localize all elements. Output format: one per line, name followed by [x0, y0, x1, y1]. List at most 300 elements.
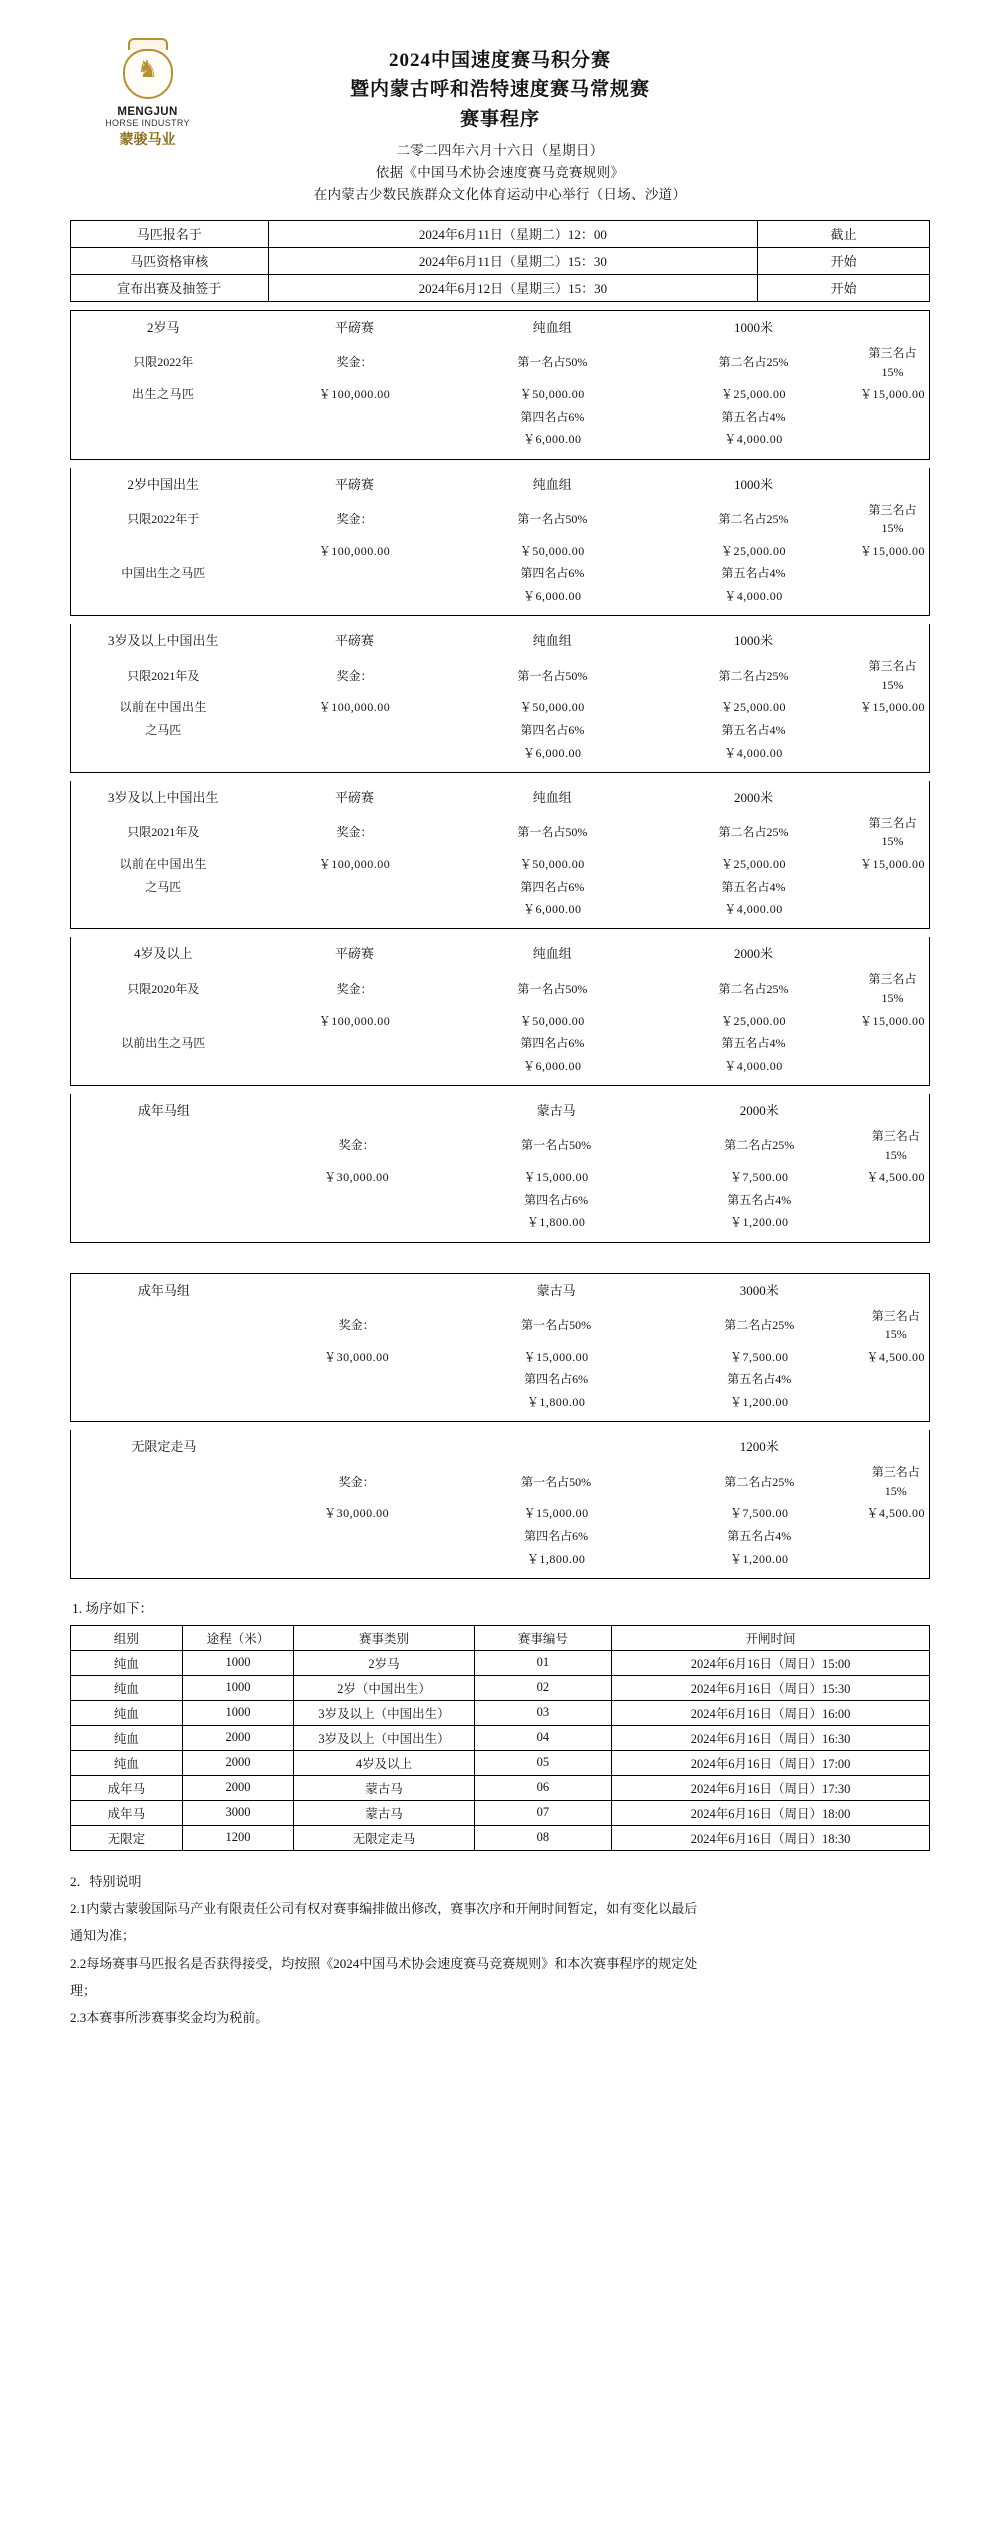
race-group: 纯血组	[532, 319, 572, 335]
prize-amount-1: ￥15,000.00	[523, 1506, 589, 1521]
prize-total: ￥100,000.00	[318, 1013, 391, 1028]
prize-amount-5: ￥4,000.00	[724, 745, 783, 760]
race-row	[71, 1461, 930, 1502]
race-eligibility: 只限2020年及	[127, 981, 200, 996]
cell-group: 纯血	[71, 1650, 183, 1675]
cell-race-no: 08	[474, 1825, 611, 1850]
prize-place-3: 第三名占15%	[871, 1465, 920, 1498]
deadline-status: 开始	[758, 274, 930, 301]
spacer-cell	[856, 876, 930, 899]
page-subtitle: 暨内蒙古呼和浩特速度赛马常规赛	[349, 79, 650, 101]
cell-distance: 1000	[182, 1675, 294, 1700]
race-block	[70, 310, 930, 460]
prize-amount-1: ￥15,000.00	[523, 1349, 589, 1364]
prize-place-3: 第三名占15%	[871, 1308, 920, 1342]
prize-total: ￥100,000.00	[318, 700, 391, 715]
prize-place-2: 第二名占25%	[724, 1474, 795, 1489]
race-block	[70, 1094, 930, 1243]
prize-place-3: 第三名占15%	[868, 502, 917, 536]
prize-place-2: 第二名占25%	[724, 1317, 795, 1332]
cell-start-time: 2024年6月16日（周日）17:00	[612, 1750, 930, 1775]
race-block	[70, 468, 930, 617]
race-block-head	[71, 468, 930, 499]
prize-place-5: 第五名占4%	[721, 409, 786, 424]
prize-amount-1: ￥50,000.00	[519, 387, 585, 402]
cell-race-no: 04	[474, 1725, 611, 1750]
prize-amount-5: ￥1,200.00	[729, 1395, 789, 1410]
race-eligibility	[71, 1211, 257, 1234]
race-eligibility: 以前在中国出生	[119, 857, 207, 872]
cell-start-time: 2024年6月16日（周日）15:30	[612, 1675, 930, 1700]
prize-place-2: 第二名占25%	[724, 1138, 795, 1153]
prize-amount-1: ￥15,000.00	[523, 1170, 589, 1185]
event-date: 二零二四年六月十六日（星期日）	[396, 143, 604, 159]
spacer-cell	[856, 428, 930, 451]
race-eligibility: 出生之马匹	[131, 387, 195, 402]
cell-race-no: 05	[474, 1750, 611, 1775]
cell-race-no: 06	[474, 1775, 611, 1800]
spacer-cell	[255, 719, 453, 742]
column-header-group: 组别	[71, 1625, 183, 1650]
table-row	[71, 1775, 930, 1800]
race-type: 平磅赛	[335, 789, 375, 805]
cell-distance: 1000	[182, 1700, 294, 1725]
race-row	[71, 1032, 930, 1055]
race-group: 纯血组	[532, 946, 572, 962]
race-type: 平磅赛	[335, 633, 375, 649]
deadline-label: 马匹资格审核	[71, 247, 269, 274]
spacer-cell	[257, 1391, 457, 1414]
prize-place-4: 第四名占6%	[520, 723, 585, 738]
table-header-row	[71, 1625, 930, 1650]
race-eligibility	[71, 428, 256, 451]
deadline-value: 2024年6月11日（星期二）12：00	[268, 220, 758, 247]
race-row	[71, 1346, 930, 1369]
race-block-head	[71, 1094, 930, 1125]
cell-start-time: 2024年6月16日（周日）18:30	[612, 1825, 930, 1850]
spacer-cell	[255, 562, 453, 585]
race-row	[71, 1010, 930, 1033]
race-eligibility: 以前在中国出生	[119, 700, 207, 715]
prize-amount-4: ￥6,000.00	[523, 1058, 582, 1073]
cell-distance: 1000	[182, 1650, 294, 1675]
spacer-cell	[257, 1189, 457, 1212]
race-eligibility	[71, 1548, 257, 1571]
notes-title: 2．特别说明	[70, 1873, 142, 1889]
prize-amount-2: ￥7,500.00	[729, 1506, 789, 1521]
race-block	[70, 1430, 930, 1579]
deadline-table	[70, 220, 930, 302]
block-spacer	[71, 921, 930, 929]
spacer-cell	[856, 1032, 930, 1055]
race-category: 3岁及以上中国出生	[107, 633, 219, 649]
race-category: 2岁中国出生	[127, 476, 199, 492]
schedule-table	[70, 1625, 930, 1851]
event-rules: 依据《中国马术协会速度赛马竞赛规则》	[375, 165, 625, 181]
prize-place-2: 第二名占25%	[718, 981, 789, 996]
cell-category: 2岁马	[294, 1650, 474, 1675]
spacer-cell	[257, 1525, 457, 1548]
table-row	[71, 1725, 930, 1750]
cell-group: 纯血	[71, 1725, 183, 1750]
cell-start-time: 2024年6月16日（周日）16:30	[612, 1725, 930, 1750]
race-row	[71, 406, 930, 429]
prize-amount-5: ￥4,000.00	[724, 1058, 783, 1073]
race-type: 平磅赛	[335, 946, 375, 962]
table-row	[71, 247, 930, 274]
race-eligibility	[71, 1346, 257, 1369]
prize-total: ￥30,000.00	[324, 1170, 390, 1185]
spacer-cell	[862, 1548, 929, 1571]
prize-amount-4: ￥6,000.00	[523, 589, 582, 604]
race-type	[257, 1094, 457, 1125]
prize-place-2: 第二名占25%	[718, 355, 789, 370]
prize-place-1: 第一名占50%	[521, 1317, 592, 1332]
block-spacer	[71, 451, 930, 459]
deadline-table-body	[71, 220, 930, 301]
prize-amount-4: ￥6,000.00	[523, 745, 582, 760]
race-category: 2岁马	[146, 319, 180, 335]
cell-category: 2岁（中国出生）	[294, 1675, 474, 1700]
prize-amount-1: ￥50,000.00	[519, 857, 585, 872]
notes-section	[70, 1869, 930, 2031]
race-block-head	[71, 310, 930, 342]
race-eligibility	[71, 1010, 256, 1033]
race-category: 无限定走马	[131, 1439, 197, 1455]
logo-name-en: MENGJUN	[117, 106, 178, 118]
prize-amount-2: ￥25,000.00	[720, 543, 786, 558]
race-block-head	[71, 781, 930, 812]
race-row	[71, 428, 930, 451]
spacer-cell	[862, 1391, 929, 1414]
race-group: 纯血组	[532, 789, 572, 805]
prize-place-5: 第五名占4%	[721, 566, 786, 581]
race-eligibility	[71, 1189, 257, 1212]
prize-amount-3: ￥15,000.00	[859, 1013, 925, 1028]
race-group: 蒙古马	[536, 1102, 576, 1118]
spacer-cell	[255, 1055, 453, 1078]
cell-category: 无限定走马	[294, 1825, 474, 1850]
prize-total: ￥30,000.00	[324, 1506, 390, 1521]
logo-name-cn: 蒙骏马业	[119, 133, 176, 148]
event-venue: 在内蒙古少数民族群众文化体育运动中心举行（日场、沙道）	[313, 187, 687, 203]
prize-amount-3: ￥4,500.00	[866, 1170, 925, 1185]
spacer-cell	[257, 1211, 457, 1234]
race-block	[70, 1273, 930, 1423]
prize-amount-3: ￥4,500.00	[866, 1506, 925, 1521]
cell-start-time: 2024年6月16日（周日）15:00	[612, 1650, 930, 1675]
spacer-cell	[255, 406, 453, 429]
race-eligibility: 之马匹	[145, 723, 182, 738]
prize-place-1: 第一名占50%	[517, 355, 588, 370]
prize-amount-5: ￥1,200.00	[729, 1551, 789, 1566]
race-row	[71, 383, 930, 406]
race-group	[456, 1430, 656, 1461]
race-eligibility: 只限2022年	[133, 355, 194, 370]
race-eligibility	[71, 1305, 257, 1346]
race-row	[71, 562, 930, 585]
block-spacer	[71, 608, 930, 616]
table-row	[71, 1675, 930, 1700]
race-row	[71, 898, 930, 921]
note-item: 2.2每场赛事马匹报名是否获得接受，均按照《2024中国马术协会速度赛马竞赛规则》和本次赛事程序的规定处	[70, 1955, 698, 1971]
note-item: 2.1内蒙古蒙骏国际马产业有限责任公司有权对赛事编排做出修改，赛事次序和开闸时间暂定，如有变化以最后	[70, 1901, 698, 1917]
race-block	[70, 624, 930, 773]
spacer-cell	[255, 428, 453, 451]
spacer-cell	[255, 876, 453, 899]
page-title: 2024中国速度赛马积分赛	[388, 50, 611, 71]
prize-place-4: 第四名占6%	[520, 566, 585, 581]
race-category: 成年马组	[137, 1282, 190, 1298]
table-row	[71, 1750, 930, 1775]
spacer-cell	[862, 1368, 929, 1391]
race-block-head	[71, 1273, 930, 1305]
note-item: 理；	[70, 1983, 97, 1999]
race-eligibility	[71, 1461, 257, 1502]
prize-place-3: 第三名占15%	[871, 1129, 920, 1162]
prize-place-1: 第一名占50%	[517, 668, 588, 683]
cell-category: 3岁及以上（中国出生）	[294, 1725, 474, 1750]
race-type: 平磅赛	[335, 319, 375, 335]
race-row	[71, 1502, 930, 1525]
race-type	[257, 1273, 457, 1305]
race-category: 4岁及以上	[133, 946, 193, 962]
race-eligibility	[71, 1125, 257, 1166]
prize-place-1: 第一名占50%	[521, 1474, 592, 1489]
race-eligibility: 之马匹	[145, 879, 182, 894]
prize-label: 奖金：	[338, 1317, 375, 1332]
prize-place-1: 第一名占50%	[521, 1138, 592, 1153]
race-row	[71, 1211, 930, 1234]
race-row	[71, 499, 930, 540]
column-header-distance: 途程（米）	[182, 1625, 294, 1650]
block-spacer	[71, 1570, 930, 1578]
race-row	[71, 1166, 930, 1189]
prize-amount-5: ￥4,000.00	[724, 902, 783, 917]
prize-amount-4: ￥6,000.00	[523, 902, 582, 917]
race-distance: 2000米	[739, 1102, 779, 1118]
block-spacer	[71, 764, 930, 772]
cell-distance: 3000	[182, 1800, 294, 1825]
race-block	[70, 781, 930, 930]
race-row	[71, 1525, 930, 1548]
race-row	[71, 655, 930, 696]
logo	[80, 38, 215, 149]
race-row	[71, 719, 930, 742]
table-row	[71, 1650, 930, 1675]
race-row	[71, 812, 930, 853]
prize-place-5: 第五名占4%	[727, 1192, 792, 1207]
race-row	[71, 1391, 930, 1414]
prize-label: 奖金：	[336, 981, 373, 996]
race-distance: 1000米	[733, 319, 773, 335]
prize-label: 奖金：	[338, 1474, 375, 1489]
prize-place-3: 第三名占15%	[868, 659, 917, 692]
prize-amount-2: ￥25,000.00	[720, 857, 786, 872]
race-group: 纯血组	[532, 633, 572, 649]
race-row	[71, 1548, 930, 1571]
race-group: 蒙古马	[536, 1282, 576, 1298]
spacer-cell	[862, 1189, 929, 1212]
prize-amount-3: ￥15,000.00	[859, 857, 925, 872]
spacer-cell	[856, 406, 930, 429]
table-row	[71, 274, 930, 301]
race-eligibility	[71, 1502, 257, 1525]
cell-group: 成年马	[71, 1775, 183, 1800]
race-eligibility	[71, 1525, 257, 1548]
spacer-cell	[255, 1032, 453, 1055]
page-title-3: 赛事程序	[459, 108, 540, 130]
race-category: 3岁及以上中国出生	[107, 789, 219, 805]
cell-group: 纯血	[71, 1750, 183, 1775]
prize-amount-4: ￥6,000.00	[523, 432, 582, 447]
spacer-cell	[257, 1548, 457, 1571]
cell-distance: 2000	[182, 1775, 294, 1800]
prize-place-2: 第二名占25%	[718, 825, 789, 840]
cell-group: 纯血	[71, 1700, 183, 1725]
prize-total: ￥100,000.00	[318, 387, 391, 402]
prize-place-2: 第二名占25%	[718, 511, 789, 526]
deadline-label: 宣布出赛及抽签于	[71, 274, 269, 301]
race-category: 成年马组	[137, 1102, 190, 1118]
race-eligibility: 中国出生之马匹	[121, 566, 206, 581]
prize-amount-2: ￥25,000.00	[720, 700, 786, 715]
cell-category: 3岁及以上（中国出生）	[294, 1700, 474, 1725]
race-block-head	[71, 1430, 930, 1461]
cell-race-no: 07	[474, 1800, 611, 1825]
race-row	[71, 696, 930, 719]
race-distance: 2000米	[733, 789, 773, 805]
note-item: 通知为准；	[70, 1928, 136, 1944]
prize-place-4: 第四名占6%	[524, 1372, 589, 1387]
race-row	[71, 1305, 930, 1346]
prize-total: ￥30,000.00	[324, 1349, 390, 1364]
prize-place-2: 第二名占25%	[718, 668, 789, 683]
spacer-cell	[255, 742, 453, 765]
spacer-cell	[856, 585, 930, 608]
prize-place-5: 第五名占4%	[721, 1036, 786, 1051]
table-row	[71, 1800, 930, 1825]
race-row	[71, 1189, 930, 1212]
prize-place-5: 第五名占4%	[721, 723, 786, 738]
prize-amount-3: ￥4,500.00	[866, 1349, 925, 1364]
race-row	[71, 742, 930, 765]
race-eligibility	[71, 898, 256, 921]
prize-place-1: 第一名占50%	[517, 511, 588, 526]
cell-start-time: 2024年6月16日（周日）18:00	[612, 1800, 930, 1825]
spacer-cell	[257, 1368, 457, 1391]
prize-amount-2: ￥25,000.00	[720, 387, 786, 402]
cell-distance: 2000	[182, 1750, 294, 1775]
prize-amount-4: ￥1,800.00	[526, 1395, 586, 1410]
prize-amount-1: ￥50,000.00	[519, 1013, 585, 1028]
race-eligibility	[71, 540, 256, 563]
note-item: 2.3本赛事所涉赛事奖金均为税前。	[70, 2010, 269, 2026]
cell-start-time: 2024年6月16日（周日）17:30	[612, 1775, 930, 1800]
race-distance: 2000米	[733, 946, 773, 962]
prize-label: 奖金：	[336, 511, 373, 526]
block-spacer	[71, 1414, 930, 1422]
horse-crest-icon: ♞	[112, 38, 184, 104]
race-row	[71, 1368, 930, 1391]
cell-start-time: 2024年6月16日（周日）16:00	[612, 1700, 930, 1725]
cell-distance: 1200	[182, 1825, 294, 1850]
race-eligibility: 只限2022年于	[127, 511, 200, 526]
race-type	[257, 1430, 457, 1461]
race-blocks-group-2	[70, 1273, 930, 1579]
spacer-cell	[862, 1211, 929, 1234]
prize-amount-4: ￥1,800.00	[526, 1551, 586, 1566]
prize-label: 奖金：	[336, 355, 373, 370]
prize-amount-5: ￥4,000.00	[724, 432, 783, 447]
prize-place-5: 第五名占4%	[727, 1529, 792, 1544]
race-row	[71, 585, 930, 608]
race-eligibility	[71, 406, 256, 429]
race-row	[71, 853, 930, 876]
prize-place-1: 第一名占50%	[517, 825, 588, 840]
logo-name-en2: HORSE INDUSTRY	[105, 118, 190, 128]
race-row	[71, 1055, 930, 1078]
prize-place-4: 第四名占6%	[524, 1529, 589, 1544]
prize-amount-3: ￥15,000.00	[859, 387, 925, 402]
prize-place-4: 第四名占6%	[520, 1036, 585, 1051]
prize-amount-5: ￥1,200.00	[729, 1215, 789, 1230]
column-header-race-no: 赛事编号	[474, 1625, 611, 1650]
prize-total: ￥100,000.00	[318, 857, 391, 872]
race-eligibility: 只限2021年及	[127, 668, 200, 683]
column-header-category: 赛事类别	[294, 1625, 474, 1650]
column-header-start-time: 开闸时间	[612, 1625, 930, 1650]
race-block-head	[71, 624, 930, 655]
prize-amount-4: ￥1,800.00	[526, 1215, 586, 1230]
race-row	[71, 876, 930, 899]
prize-place-4: 第四名占6%	[524, 1192, 589, 1207]
cell-race-no: 03	[474, 1700, 611, 1725]
cell-group: 无限定	[71, 1825, 183, 1850]
prize-label: 奖金：	[338, 1138, 375, 1153]
prize-amount-2: ￥7,500.00	[729, 1349, 789, 1364]
prize-amount-2: ￥25,000.00	[720, 1013, 786, 1028]
document-header	[70, 28, 930, 206]
race-block	[70, 937, 930, 1086]
prize-place-3: 第三名占15%	[868, 346, 917, 379]
spacer-cell	[856, 1055, 930, 1078]
cell-group: 成年马	[71, 1800, 183, 1825]
race-distance: 1200米	[739, 1439, 779, 1455]
block-spacer	[71, 1234, 930, 1242]
race-row	[71, 540, 930, 563]
prize-amount-5: ￥4,000.00	[724, 589, 783, 604]
block-spacer	[71, 1077, 930, 1085]
cell-category: 蒙古马	[294, 1800, 474, 1825]
prize-place-1: 第一名占50%	[517, 981, 588, 996]
cell-category: 蒙古马	[294, 1775, 474, 1800]
race-eligibility	[71, 1166, 257, 1189]
race-blocks-group-1	[70, 310, 930, 1243]
race-eligibility: 以前出生之马匹	[121, 1036, 206, 1051]
prize-place-5: 第五名占4%	[727, 1372, 792, 1387]
cell-category: 4岁及以上	[294, 1750, 474, 1775]
race-block-head	[71, 937, 930, 968]
spacer-cell	[856, 898, 930, 921]
prize-total: ￥100,000.00	[318, 543, 391, 558]
cell-race-no: 02	[474, 1675, 611, 1700]
deadline-status: 截止	[758, 220, 930, 247]
prize-amount-2: ￥7,500.00	[729, 1170, 789, 1185]
spacer-cell	[255, 585, 453, 608]
race-eligibility	[71, 1391, 257, 1414]
spacer-cell	[255, 898, 453, 921]
